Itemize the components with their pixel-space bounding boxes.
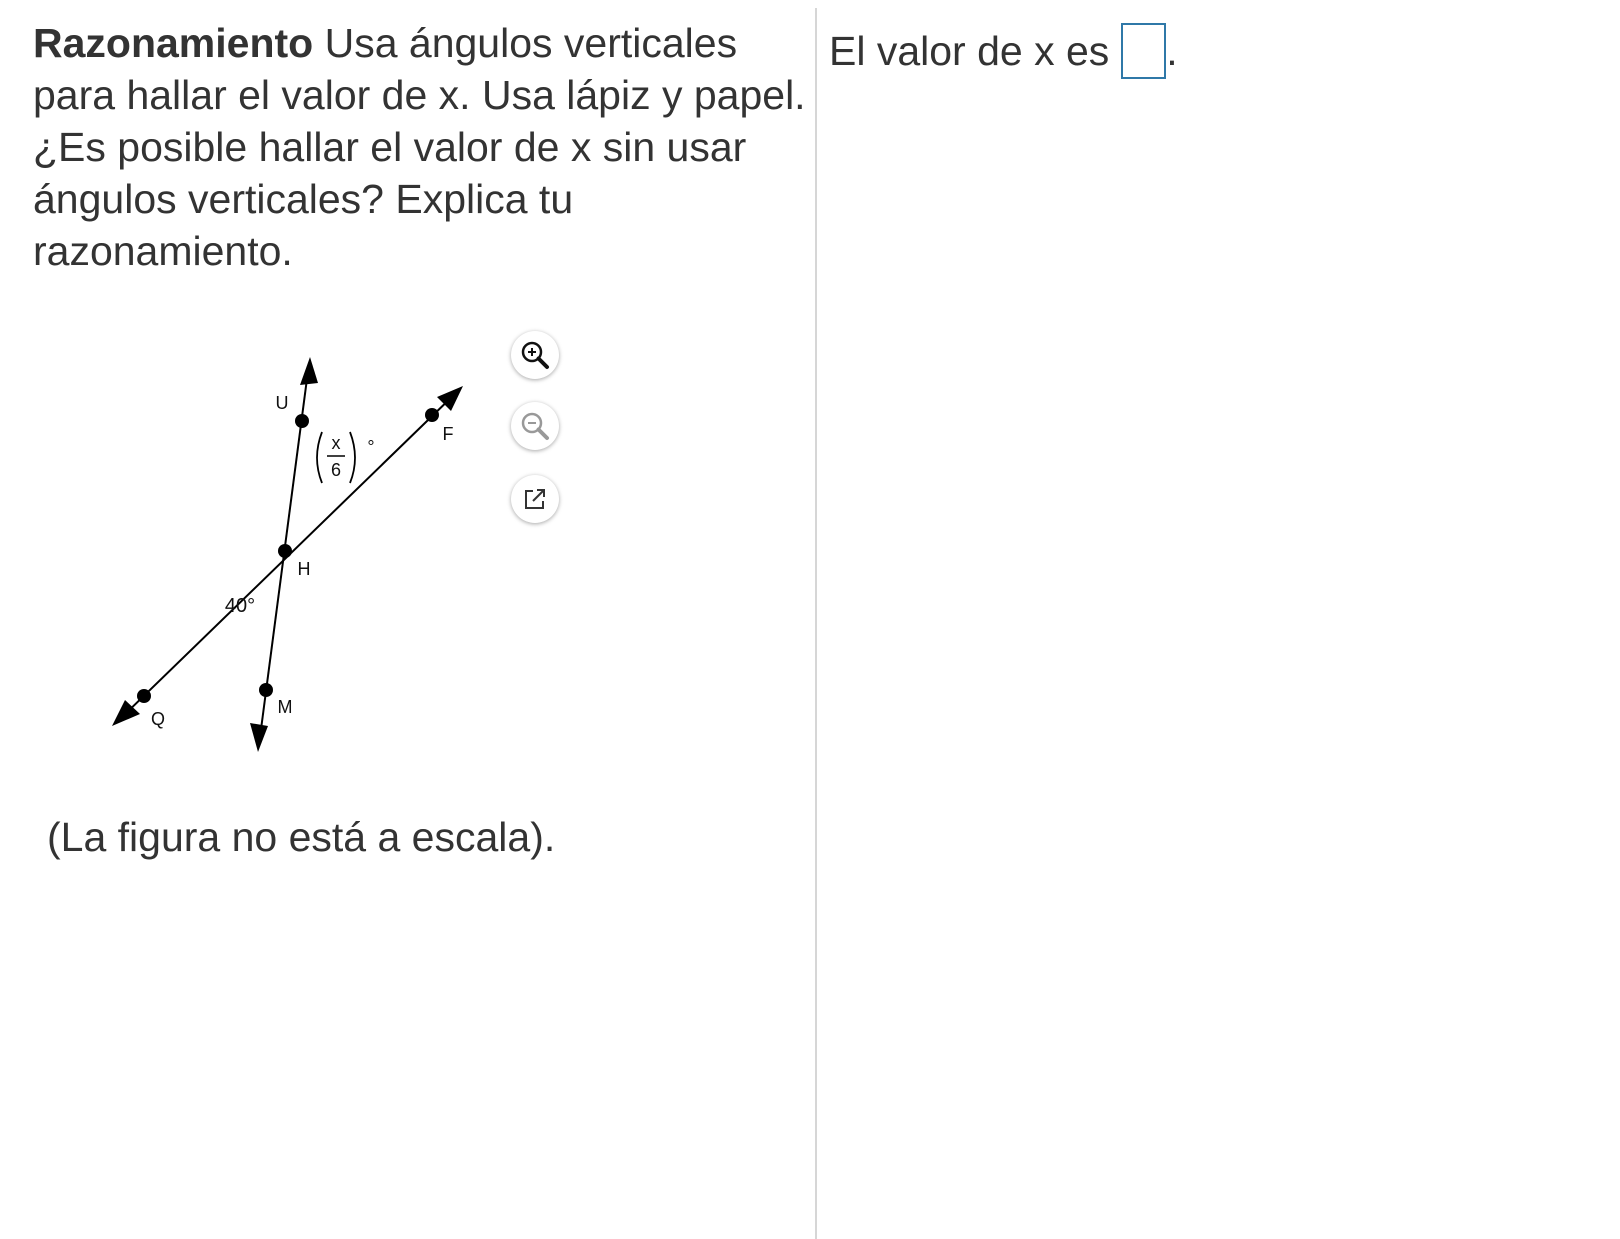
arrowhead-u (300, 357, 318, 385)
label-q: Q (150, 709, 166, 729)
zoom-in-button[interactable] (511, 331, 559, 379)
degree-symbol: ° (367, 437, 375, 457)
point-u (295, 414, 309, 428)
question-body: Usa ángulos verticales para hallar el valor de x. Usa lápiz y papel. ¿Es posible hallar el valor de x sin usar ángulos verticales? Explica tu razonamiento. (33, 20, 806, 274)
arrowhead-m (250, 723, 268, 752)
question-text (33, 17, 813, 277)
answer-pane (817, 0, 1620, 1239)
zoom-out-icon (519, 410, 551, 442)
answer-input[interactable] (1121, 23, 1166, 79)
zoom-in-icon (519, 339, 551, 371)
answer-suffix: . (1166, 28, 1178, 74)
question-title: Razonamiento (33, 20, 314, 66)
paren-left (317, 432, 322, 483)
answer-prompt: El valor de x es (829, 28, 1110, 74)
figure-caption: (La figura no está a escala). (47, 814, 556, 860)
point-h (278, 544, 292, 558)
answer-line (829, 22, 1178, 80)
fraction-numerator: x (331, 433, 341, 453)
zoom-out-button[interactable] (511, 402, 559, 450)
geometry-svg (90, 355, 510, 775)
label-u: U (275, 393, 289, 413)
label-m: M (277, 697, 293, 717)
point-q (137, 689, 151, 703)
geometry-figure (90, 355, 510, 775)
point-m (259, 683, 273, 697)
label-f: F (442, 424, 454, 444)
label-h: H (297, 559, 311, 579)
popout-button[interactable] (511, 475, 559, 523)
popout-icon (521, 485, 549, 513)
angle-label-40: 40° (224, 595, 256, 617)
point-f (425, 408, 439, 422)
paren-right (350, 432, 355, 483)
fraction-denominator: 6 (330, 460, 342, 480)
